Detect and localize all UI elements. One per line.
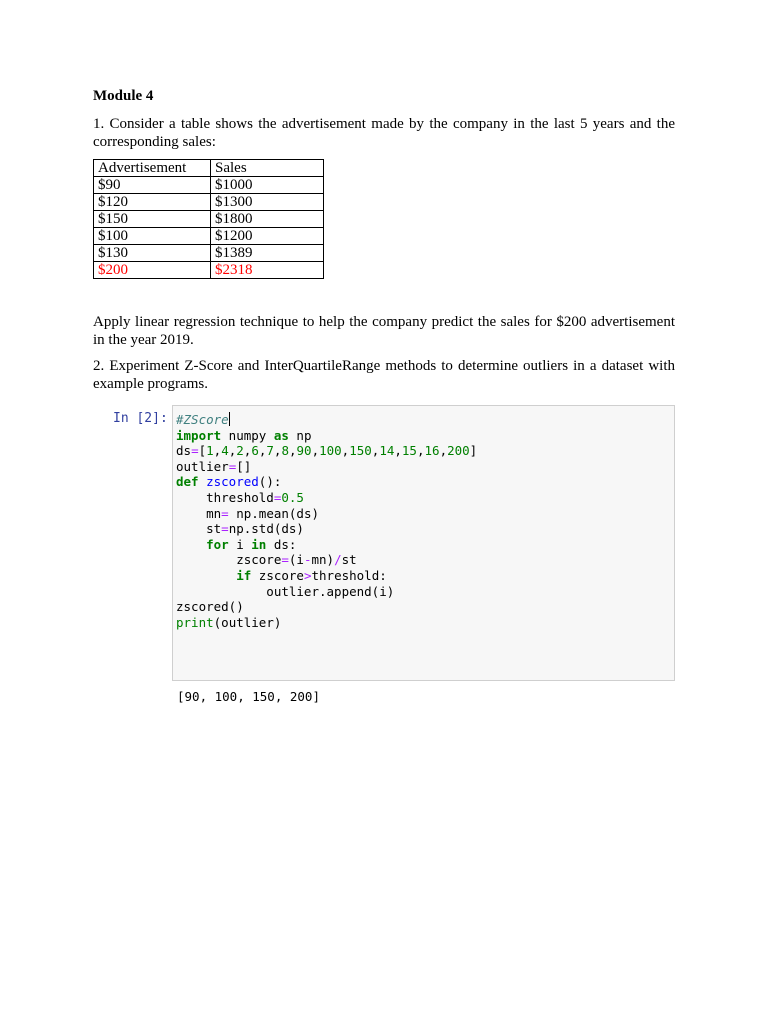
code-line: def zscored(): [176,474,282,490]
header-sales: Sales [211,160,324,177]
sales-cell: $2318 [211,262,324,279]
code-line: zscore=(i-mn)/st [176,552,357,568]
code-line: print(outlier) [176,614,282,630]
table-row-highlighted [94,262,324,279]
code-block[interactable] [173,406,674,630]
advertisement-cell: $130 [94,245,211,262]
code-line: import numpy as np [176,427,312,443]
code-line: outlier.append(i) [176,583,395,599]
sales-cell: $1800 [211,211,324,228]
code-line: #ZScore [176,412,229,427]
cell-output: [90, 100, 150, 200] [177,689,320,704]
code-line: threshold=0.5 [176,489,304,505]
table-row [94,177,324,194]
table-row [94,194,324,211]
sales-cell: $1300 [211,194,324,211]
code-line: zscored() [176,599,244,615]
sales-cell: $1200 [211,228,324,245]
header-advertisement: Advertisement [94,160,211,177]
module-title: Module 4 [93,88,154,104]
document-page [93,86,675,401]
code-line: if zscore>threshold: [236,567,387,583]
advertisement-cell: $100 [94,228,211,245]
code-line: mn= np.mean(ds) [176,505,319,521]
advertisement-cell: $90 [94,177,211,194]
question-2: 2. Experiment Z-Score and InterQuartileRange methods to determine outliers in a dataset with example programs. [93,358,675,392]
cell-prompt: In [2]: [113,411,168,426]
sales-cell: $1000 [211,177,324,194]
code-line: for i in ds: [206,536,297,552]
text-cursor [229,412,230,426]
apply-instruction: Apply linear regression technique to help the company predict the sales for $200 advertisement in the year 2019. [93,314,675,348]
advertisement-cell: $200 [94,262,211,279]
table-row [94,211,324,228]
code-line: st=np.std(ds) [176,521,304,537]
advertisement-sales-table [93,159,324,279]
sales-cell: $1389 [211,245,324,262]
table-header-row [94,160,324,177]
advertisement-cell: $120 [94,194,211,211]
question-1: 1. Consider a table shows the advertisement made by the company in the last 5 years and the corresponding sales: [93,116,675,150]
advertisement-cell: $150 [94,211,211,228]
code-line: ds=[1,4,2,6,7,8,90,100,150,14,15,16,200] [176,443,478,459]
code-cell-editor[interactable] [172,405,675,681]
code-line: outlier=[] [176,458,252,474]
table-row [94,245,324,262]
table-row [94,228,324,245]
